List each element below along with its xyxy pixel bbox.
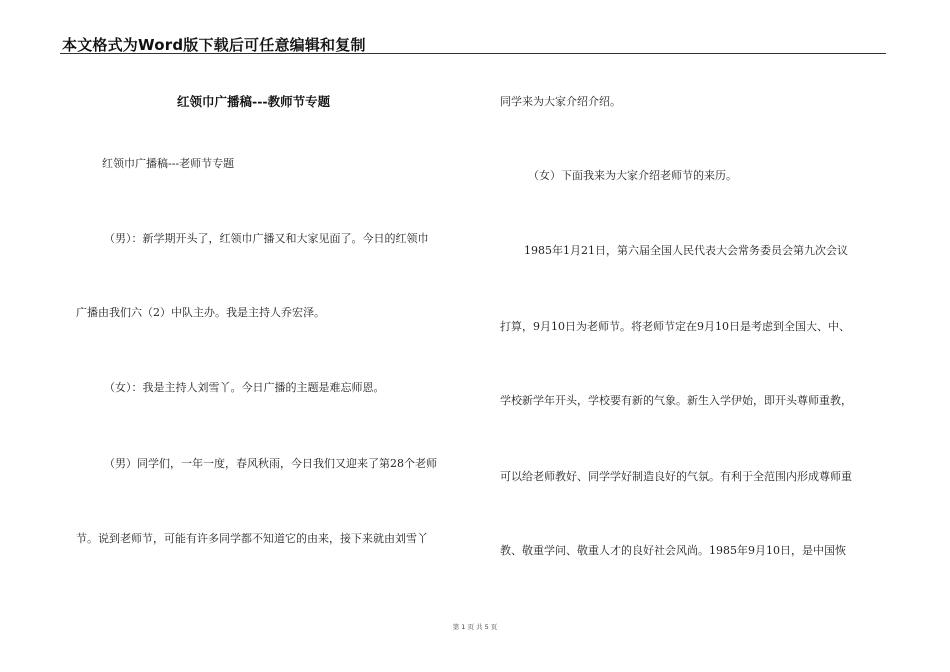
text-line: 教、敬重学问、敬重人才的良好社会风尚。1985年9月10日，是中国恢 bbox=[500, 544, 846, 557]
text-line: 学校新学年开头，学校要有新的气象。新生入学伊始，即开头尊师重教， bbox=[500, 394, 852, 407]
text-line: 1985年1月21日，第六届全国人民代表大会常务委员会第九次会议 bbox=[524, 244, 848, 257]
text-line: 红领巾广播稿---老师节专题 bbox=[102, 157, 235, 170]
page-header: 本文格式为Word版下载后可任意编辑和复制 bbox=[62, 36, 366, 54]
text-line: 打算，9月10日为老师节。将老师节定在9月10日是考虑到全国大、中、 bbox=[500, 320, 850, 333]
text-line: 广播由我们六（2）中队主办。我是主持人乔宏泽。 bbox=[76, 306, 325, 319]
document-title: 红领巾广播稿---教师节专题 bbox=[177, 94, 331, 109]
text-line: 节。说到老师节，可能有许多同学都不知道它的由来，接下来就由刘雪丫 bbox=[76, 532, 428, 545]
text-line: （女）下面我来为大家介绍老师节的来历。 bbox=[528, 169, 737, 182]
text-line: （男）：新学期开头了，红领巾广播又和大家见面了。今日的红领巾 bbox=[104, 232, 429, 245]
text-line: （男）同学们，一年一度，春风秋雨，今日我们又迎来了第28个老师 bbox=[104, 457, 437, 470]
text-line: 同学来为大家介绍介绍。 bbox=[500, 95, 621, 108]
header-divider bbox=[60, 53, 886, 54]
text-line: （女）：我是主持人刘雪丫。今日广播的主题是难忘师恩。 bbox=[104, 381, 385, 394]
text-line: 可以给老师教好、同学学好制造良好的气氛。有利于全范围内形成尊师重 bbox=[500, 470, 852, 483]
page-footer: 第 1 页 共 5 页 bbox=[452, 623, 498, 631]
